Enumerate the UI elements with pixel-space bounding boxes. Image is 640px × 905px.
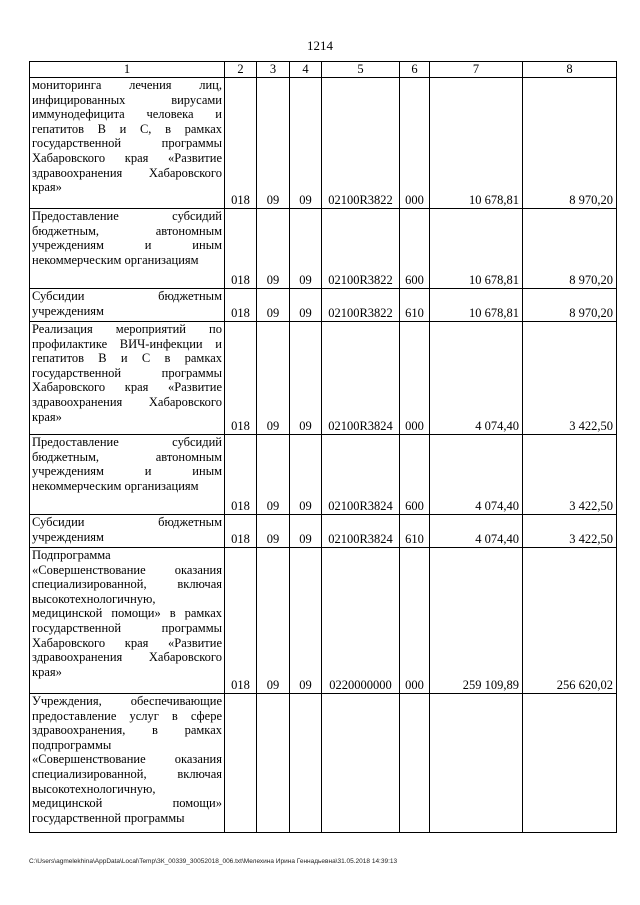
- cell-section: 09: [257, 78, 290, 209]
- cell-subsection: 09: [290, 209, 322, 289]
- table-row: [30, 78, 617, 209]
- cell-target-article: 02100R3824: [322, 435, 400, 515]
- file-path-footer: C:\Users\agmelekhina\AppData\Local\Temp\ЗК_00339_30052018_006.txt\Мелехина Ирина Геннадьевна\31.05.2018 14:39:13: [29, 858, 398, 865]
- cell-section: 09: [257, 209, 290, 289]
- cell-expense-type: 600: [400, 435, 430, 515]
- cell-target-article: 02100R3824: [322, 515, 400, 548]
- cell-amount-executed: 3 422,50: [523, 435, 617, 515]
- cell-amount-planned: 4 074,40: [430, 515, 523, 548]
- cell-subsection: 09: [290, 78, 322, 209]
- cell-amount-planned: 10 678,81: [430, 78, 523, 209]
- table-row: [30, 435, 617, 515]
- cell-amount-executed: 8 970,20: [523, 289, 617, 322]
- cell-target-article: 02100R3822: [322, 289, 400, 322]
- cell-section: 09: [257, 515, 290, 548]
- column-header: 8: [523, 62, 617, 78]
- budget-table: [29, 61, 617, 833]
- cell-amount-planned: [430, 694, 523, 833]
- table-row: [30, 515, 617, 548]
- cell-expense-type: 610: [400, 289, 430, 322]
- column-header: 3: [257, 62, 290, 78]
- cell-ministry: 018: [225, 435, 257, 515]
- cell-amount-executed: 3 422,50: [523, 515, 617, 548]
- cell-ministry: 018: [225, 289, 257, 322]
- cell-amount-planned: 10 678,81: [430, 289, 523, 322]
- table-row: [30, 548, 617, 694]
- table-header-row: [30, 62, 617, 78]
- cell-subsection: 09: [290, 322, 322, 435]
- cell-target-article: 02100R3822: [322, 209, 400, 289]
- cell-ministry: [225, 694, 257, 833]
- cell-amount-planned: 10 678,81: [430, 209, 523, 289]
- row-description: Предоставление субсидий бюджетным, автономным учреждениям и иным некоммерческим организациям: [30, 435, 225, 515]
- column-header: 6: [400, 62, 430, 78]
- cell-amount-executed: [523, 694, 617, 833]
- cell-ministry: 018: [225, 548, 257, 694]
- cell-amount-planned: 4 074,40: [430, 435, 523, 515]
- row-description: Субсидии бюджетным учреждениям: [30, 289, 225, 322]
- cell-target-article: 02100R3824: [322, 322, 400, 435]
- row-description: Подпрограмма «Совершенствование оказания специализированной, включая высокотехнологичную, медицинской помощи» в рамках государственной программы Хабаровского края «Развитие здравоохранения Хабаровского края»: [30, 548, 225, 694]
- column-header: 7: [430, 62, 523, 78]
- cell-ministry: 018: [225, 515, 257, 548]
- cell-amount-planned: 4 074,40: [430, 322, 523, 435]
- cell-target-article: [322, 694, 400, 833]
- page-number: 1214: [307, 38, 333, 53]
- cell-amount-executed: 3 422,50: [523, 322, 617, 435]
- cell-amount-executed: 8 970,20: [523, 78, 617, 209]
- cell-section: 09: [257, 322, 290, 435]
- cell-subsection: 09: [290, 435, 322, 515]
- cell-expense-type: 000: [400, 548, 430, 694]
- cell-subsection: 09: [290, 548, 322, 694]
- cell-expense-type: 600: [400, 209, 430, 289]
- cell-section: 09: [257, 548, 290, 694]
- row-description: Реализация мероприятий по профилактике ВИЧ-инфекции и гепатитов В и С в рамках государственной программы Хабаровского края «Развитие здравоохранения Хабаровского края»: [30, 322, 225, 435]
- cell-expense-type: 000: [400, 322, 430, 435]
- cell-expense-type: [400, 694, 430, 833]
- table-row: [30, 209, 617, 289]
- cell-expense-type: 000: [400, 78, 430, 209]
- table-row: [30, 322, 617, 435]
- column-header: 4: [290, 62, 322, 78]
- cell-ministry: 018: [225, 78, 257, 209]
- table-row: [30, 694, 617, 833]
- cell-subsection: 09: [290, 515, 322, 548]
- cell-amount-executed: 256 620,02: [523, 548, 617, 694]
- cell-section: 09: [257, 289, 290, 322]
- cell-target-article: 02100R3822: [322, 78, 400, 209]
- table-row: [30, 289, 617, 322]
- cell-amount-executed: 8 970,20: [523, 209, 617, 289]
- cell-section: 09: [257, 435, 290, 515]
- cell-ministry: 018: [225, 209, 257, 289]
- column-header: 2: [225, 62, 257, 78]
- cell-ministry: 018: [225, 322, 257, 435]
- cell-section: [257, 694, 290, 833]
- cell-subsection: [290, 694, 322, 833]
- row-description: Учреждения, обеспечивающие предоставление услуг в сфере здравоохранения, в рамках подпрограммы «Совершенствование оказания специализированной, включая высокотехнологичную, медицинской помощи» государственной программы: [30, 694, 225, 833]
- cell-target-article: 0220000000: [322, 548, 400, 694]
- row-description: Субсидии бюджетным учреждениям: [30, 515, 225, 548]
- cell-subsection: 09: [290, 289, 322, 322]
- cell-expense-type: 610: [400, 515, 430, 548]
- column-header: 5: [322, 62, 400, 78]
- column-header: 1: [30, 62, 225, 78]
- row-description: мониторинга лечения лиц, инфицированных вирусами иммунодефицита человека и гепатитов В и С, в рамках государственной программы Хабаровского края «Развитие здравоохранения Хабаровского края»: [30, 78, 225, 209]
- cell-amount-planned: 259 109,89: [430, 548, 523, 694]
- row-description: Предоставление субсидий бюджетным, автономным учреждениям и иным некоммерческим организациям: [30, 209, 225, 289]
